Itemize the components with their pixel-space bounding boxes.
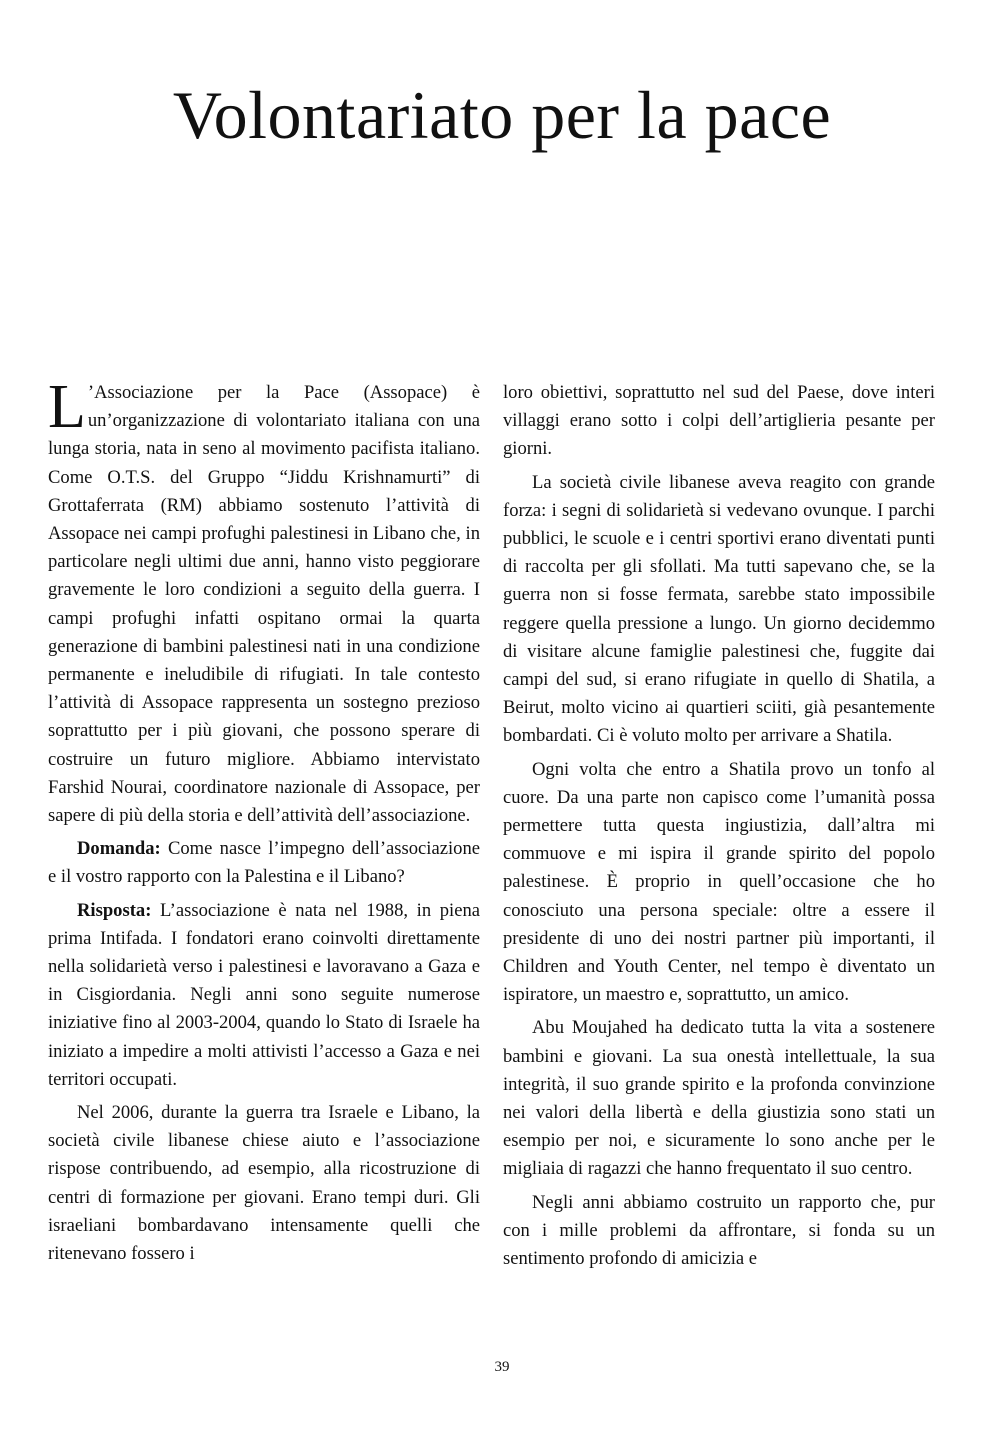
answer-label: Risposta: — [77, 899, 152, 921]
civil-society-paragraph: La società civile libanese aveva reagito con grande forza: i segni di solidarietà si vedevano ovunque. I parchi pubblici, le scuole e i centri sportivi erano diventati punti di raccolta per gli sfollati. Ma tutti sapevano che, se la guerra non si fosse fermata, sarebbe stato impossibile reggere quella pressione a lungo. Un giorno decidemmo di visitare alcune famiglie palestinesi che, fuggite dai campi del sud, si erano rifugiate in quello di Shatila, a Beirut, molto vicino ai quartieri sciiti, già pesantemente bombardati. Ci è voluto molto per arrivare a Shatila. — [503, 471, 935, 747]
paragraph-2006: Nel 2006, durante la guerra tra Israele e Libano, la società civile libanese chiese aiuto e l’associazione rispose contribuendo, ad esempio, alla ricostruzione di centri di formazione per giovani. Erano tempi duri. Gli israeliani bombardavano intensamente quelli che ritenevano fossero i — [48, 1102, 480, 1265]
page-title: Volontariato per la pace — [172, 77, 832, 153]
drop-cap: L — [48, 373, 86, 441]
answer-text: L’associazione è nata nel 1988, in piena prima Intifada. I fondatori erano coinvolti direttamente nella solidarietà verso i palestinesi e lavoravano a Gaza e in Cisgiordania. Negli anni sono seguite numerose iniziative fino al 2003-2004, quando lo Stato di Israele ha iniziato a impedire a molti attivisti l’accesso a Gaza e nei territori occupati. — [48, 899, 480, 1090]
continued-paragraph: loro obiettivi, soprattutto nel sud del Paese, dove interi villaggi erano sotto i colpi dell’artiglieria pesante per giorni. — [503, 382, 935, 460]
question-text: Come nasce l’impegno dell’associazione e il vostro rapporto con la Palestina e il Libano? — [48, 838, 480, 888]
question-paragraph — [48, 835, 480, 891]
intro-paragraph — [48, 373, 480, 830]
abu-moujahed-paragraph: Abu Moujahed ha dedicato tutta la vita a sostenere bambini e giovani. La sua onestà intellettuale, la sua integrità, il suo grande spirito e la profonda convinzione nei valori della libertà e della giustizia sono stati un esempio per noi, e sicuramente lo sono anche per le migliaia di ragazzi che hanno frequentato il suo centro. — [503, 1017, 935, 1180]
question-label: Domanda: — [77, 838, 161, 860]
answer-paragraph — [48, 897, 480, 1094]
page-number: 39 — [494, 1359, 510, 1375]
relationship-paragraph: Negli anni abbiamo costruito un rapporto che, pur con i mille problemi da affrontare, si fonda su un sentimento profondo di amicizia e — [503, 1191, 935, 1270]
left-column — [48, 373, 480, 1273]
intro-text: ’Associazione per la Pace (Assopace) è un’organizzazione di volontariato italiana con una lunga storia, nata in seno al movimento pacifista italiano. Come O.T.S. del Gruppo “Jiddu Krishnamurti” di Grottaferrata (RM) abbiamo sostenuto l’attività di Assopace nei campi profughi palestinesi in Libano che, in particolare negli ultimi due anni, hanno visto peggiorare gravemente le loro condizioni a seguito della guerra. I campi profughi infatti ospitano ormai la quarta generazione di bambini palestinesi nati in una condizione permanente e ineludibile di rifugiati. In tale contesto l’attività di Assopace rappresenta un sostegno prezioso soprattutto per i più giovani, che possono sperare di costruire un futuro migliore. Abbiamo intervistato Farshid Nourai, coordinatore nazionale di Assopace, per sapere di più della storia e dell’attività dell’associazione. — [48, 382, 480, 827]
right-column — [503, 379, 935, 1278]
shatila-paragraph: Ogni volta che entro a Shatila provo un tonfo al cuore. Da una parte non capisco come l’umanità possa permettere tutta questa ingiustizia, dall’altra mi commuove e mi ispira il grande spirito del popolo palestinese. È proprio in quell’occasione che ho conosciuto una persona speciale: oltre a essere il presidente di uno dei nostri partner più importanti, il Children and Youth Center, nel tempo è diventato un ispiratore, un maestro e, soprattutto, un amico. — [503, 758, 935, 1006]
